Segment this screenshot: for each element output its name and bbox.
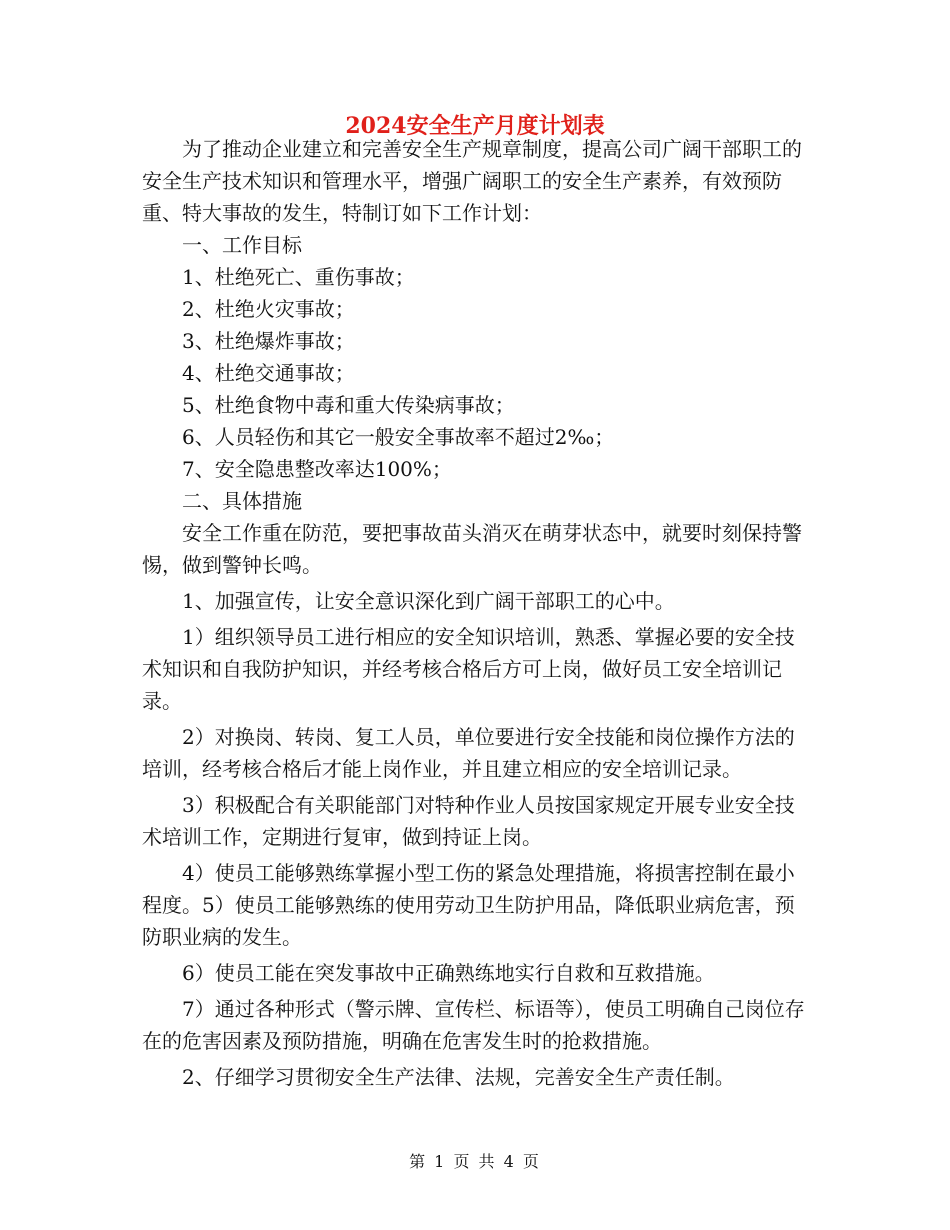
goal-item: 6、人员轻伤和其它一般安全事故率不超过2‰； xyxy=(182,425,615,449)
measure-item: 2）对换岗、转岗、复工人员，单位要进行安全技能和岗位操作方法的培训，经考核合格后才能上岗作业，并且建立相应的安全培训记录。 xyxy=(142,725,795,781)
document-title: 2024安全生产月度计划表 xyxy=(345,113,605,139)
measure-item: 7）通过各种形式（警示牌、宣传栏、标语等），使员工明确自己岗位存在的危害因素及预防措施，明确在危害发生时的抢救措施。 xyxy=(142,997,805,1053)
measure-item: 6）使员工能在突发事故中正确熟练地实行自救和互救措施。 xyxy=(182,961,715,985)
measure-heading: 1、加强宣传，让安全意识深化到广阔干部职工的心中。 xyxy=(182,589,675,613)
goal-item: 1、杜绝死亡、重伤事故； xyxy=(182,265,415,289)
goal-item: 2、杜绝火灾事故； xyxy=(182,297,355,321)
section-heading-goals: 一、工作目标 xyxy=(182,233,302,257)
goal-item: 4、杜绝交通事故； xyxy=(182,361,355,385)
intro-paragraph: 为了推动企业建立和完善安全生产规章制度，提高公司广阔干部职工的安全生产技术知识和管理水平，增强广阔职工的安全生产素养，有效预防重、特大事故的发生，特制订如下工作计划： xyxy=(142,137,802,225)
section-heading-measures: 二、具体措施 xyxy=(182,489,302,513)
document-body xyxy=(142,133,808,1097)
measure-heading: 2、仔细学习贯彻安全生产法律、法规，完善安全生产责任制。 xyxy=(182,1065,735,1089)
goal-item: 3、杜绝爆炸事故； xyxy=(182,329,355,353)
goal-item: 5、杜绝食物中毒和重大传染病事故； xyxy=(182,393,515,417)
measures-intro: 安全工作重在防范，要把事故苗头消灭在萌芽状态中，就要时刻保持警惕，做到警钟长鸣。 xyxy=(142,521,802,577)
measure-item: 1）组织领导员工进行相应的安全知识培训，熟悉、掌握必要的安全技术知识和自我防护知识，并经考核合格后方可上岗，做好员工安全培训记录。 xyxy=(142,625,795,713)
measure-item: 3）积极配合有关职能部门对特种作业人员按国家规定开展专业安全技术培训工作，定期进行复审，做到持证上岗。 xyxy=(142,793,795,849)
goal-item: 7、安全隐患整改率达100%； xyxy=(182,457,452,481)
page-number-footer: 第 1 页 共 4 页 xyxy=(409,1152,541,1171)
measure-item: 4）使员工能够熟练掌握小型工伤的紧急处理措施，将损害控制在最小程度。5）使员工能够熟练的使用劳动卫生防护用品，降低职业病危害，预防职业病的发生。 xyxy=(142,861,795,949)
